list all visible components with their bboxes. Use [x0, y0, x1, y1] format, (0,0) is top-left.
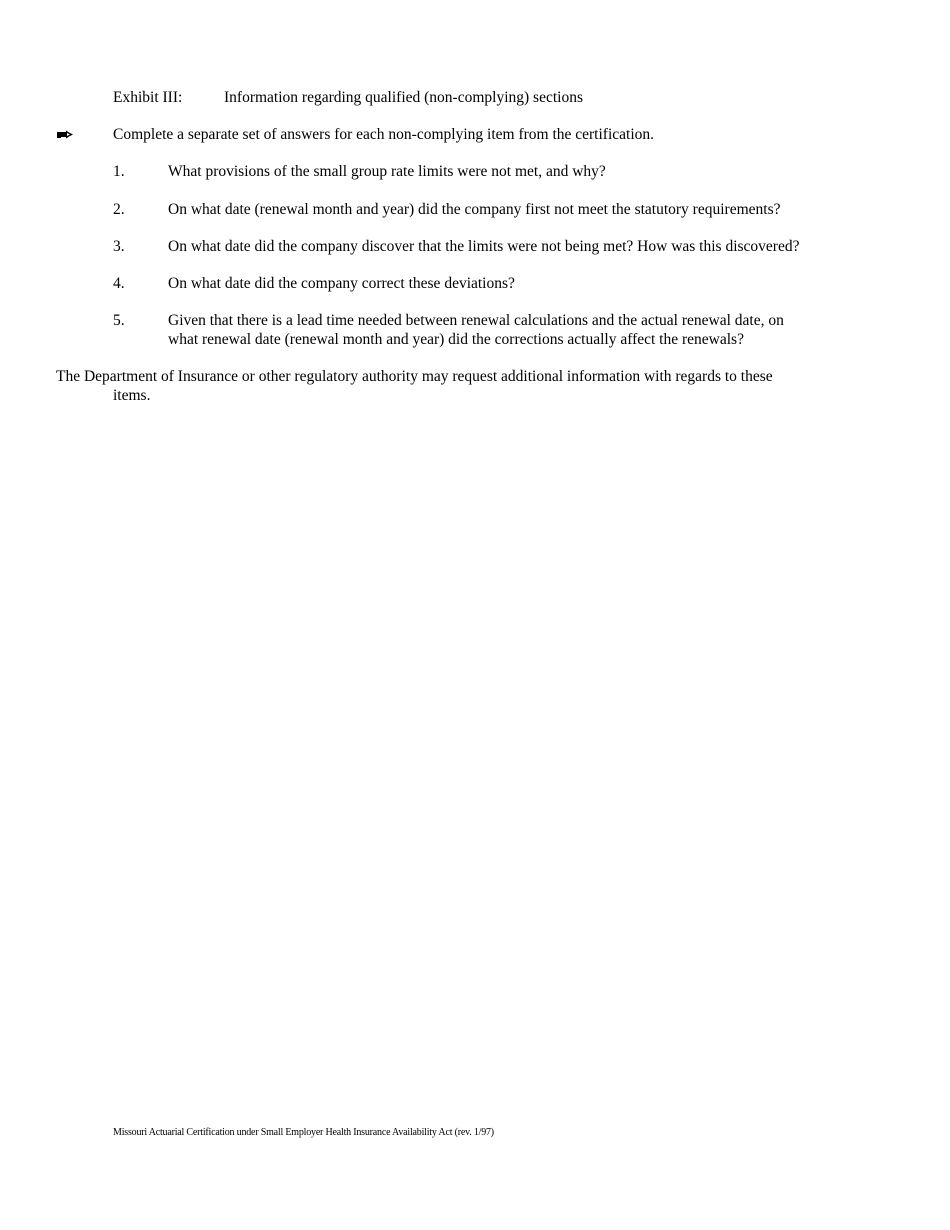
question-item: [113, 200, 853, 219]
question-text-line-1: Given that there is a lead time needed between renewal calculations and the actual renewal date, on: [168, 312, 784, 329]
question-text: On what date did the company correct these deviations?: [168, 275, 515, 292]
closing-paragraph: [56, 367, 846, 405]
question-number: 5.: [113, 312, 125, 329]
instruction-text: Complete a separate set of answers for each non-complying item from the certification.: [113, 126, 655, 143]
question-item: [113, 237, 853, 256]
question-number: 4.: [113, 275, 125, 292]
exhibit-label: Exhibit III:: [113, 89, 183, 106]
closing-line-1: The Department of Insurance or other regulatory authority may request additional information with regards to these: [56, 368, 773, 385]
question-number: 2.: [113, 201, 125, 218]
question-item: [113, 311, 853, 349]
question-number: 3.: [113, 238, 125, 255]
question-item: [113, 162, 853, 181]
question-text: What provisions of the small group rate limits were not met, and why?: [168, 163, 606, 180]
question-item: [113, 274, 853, 293]
question-text-line-2: what renewal date (renewal month and year) did the corrections actually affect the renewals?: [168, 331, 744, 348]
pointing-hand-icon: [56, 129, 74, 141]
question-text: On what date did the company discover that the limits were not being met? How was this discovered?: [168, 238, 800, 255]
question-number: 1.: [113, 163, 125, 180]
closing-line-2: items.: [113, 387, 151, 404]
page-footer: Missouri Actuarial Certification under Small Employer Health Insurance Availability Act (rev. 1/97): [113, 1127, 494, 1138]
exhibit-title: Information regarding qualified (non-complying) sections: [224, 89, 583, 106]
exhibit-heading: [113, 88, 583, 107]
question-text: On what date (renewal month and year) did the company first not meet the statutory requirements?: [168, 201, 781, 218]
